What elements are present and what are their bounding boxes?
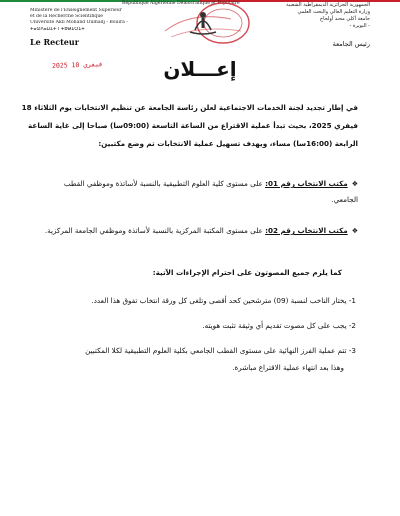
intro-line-1: في إطار تجديد لجنة الخدمات الاجتماعية لعلن رئاسة الجامعة عن تنظيم الانتخابات يوم الثلاثاء 18 <box>21 103 358 112</box>
office-1-continuation: الجامعي. <box>331 195 358 204</box>
header-french-block <box>30 1 240 33</box>
date-stamp: 2025 فيفري 10 <box>51 60 104 70</box>
intro-line-2: فيفري 2025، بحيث تبدأ عملية الاقتراع من الساعة التاسعة (09:00سا) صباحا إلى غاية الساعة <box>28 121 358 130</box>
recteur-label-fr: Le Recteur <box>30 37 79 47</box>
header-arabic-republic: الجمهورية الجزائرية الديمقراطية الشعبية <box>286 2 370 8</box>
header-arabic-block <box>250 2 370 30</box>
rule-1: 1- يختار الناخب لنسبة (09) مترشحين كحد أقصى وتلغى كل ورقة انتخاب تفوق هذا العدد. <box>91 296 356 305</box>
header-french-research: et de la Recherche Scientifique <box>30 14 104 20</box>
university-logo <box>186 6 220 38</box>
rule-2: 2- يجب على كل مصوت تقديم أي وثيقة تثبت هويته. <box>202 321 356 330</box>
office-1-label: مكتب الانتخاب رقم 01: <box>265 179 348 188</box>
header-tifinagh: ⵜⴰⵙⴷⴰⵡⵉⵜ ⵏ ⵜⵓⴱⵉⵔⵉⵜ <box>30 26 85 32</box>
recteur-label-ar: رئيس الجامعة <box>332 40 370 48</box>
header-french-university: Université Akli Mohand Oulhadj - Bouira - <box>30 20 128 26</box>
office-2-item <box>45 226 358 236</box>
bullet-icon: ❖ <box>351 227 358 235</box>
office-1-text: على مستوى كلية العلوم التطبيقية بالنسبة لأساتذة وموظفي القطب <box>63 179 263 188</box>
rule-3-line-2: وهذا بعد انتهاء عملية الاقتراع مباشرة. <box>232 363 344 372</box>
office-1-item <box>64 179 358 189</box>
header-arabic-university: جامعة أكلي محند أولحاج <box>319 16 370 22</box>
office-2-label: مكتب الانتخاب رقم 02: <box>265 226 348 235</box>
bullet-icon: ❖ <box>351 180 358 188</box>
rule-3-line-1: 3- تتم عملية الفرز النهائية على مستوى القطب الجامعي بكلية العلوم التطبيقية لكلا المكتبين <box>85 346 356 355</box>
header-arabic-city: - البويرة - <box>349 23 370 29</box>
header-arabic-ministry: وزارة التعليم العالي والبحث العلمي <box>297 9 370 15</box>
header-french-republic: République Algérienne Démocratique et Populaire <box>122 1 240 6</box>
office-2-text: على مستوى المكتبة المركزية بالنسبة لأساتذة وموظفي الجامعة المركزية. <box>44 226 263 235</box>
rules-intro: كما يلزم جميع المصوتون على احترام الإجراءات الآتية: <box>152 268 342 277</box>
intro-line-3: الرابعة (16:00سا) مساء، ويهدف تسهيل عملية الانتخابات تم وضع مكتبين: <box>98 139 358 148</box>
header-french-ministry: Ministère de l'Enseignement Supérieur <box>30 8 122 13</box>
announcement-title: إعـــلان <box>163 57 237 81</box>
